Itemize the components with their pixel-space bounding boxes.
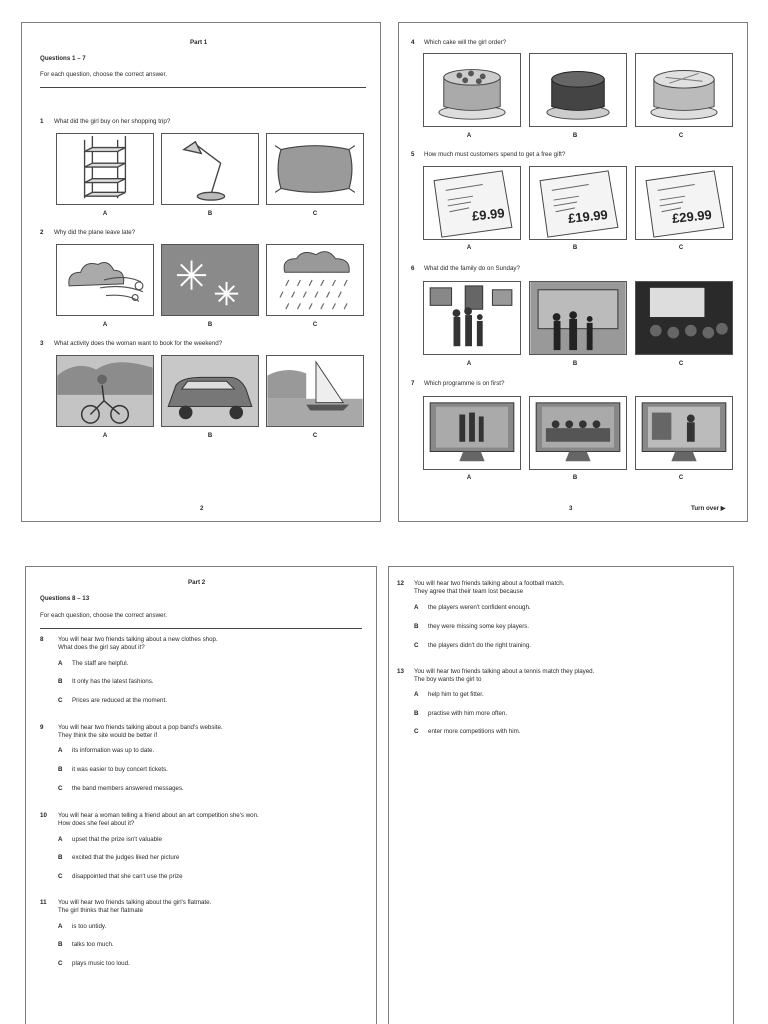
option-picture-rain[interactable]	[266, 244, 364, 316]
option-letter[interactable]: A	[58, 836, 63, 843]
option-picture-tv-a[interactable]	[423, 396, 521, 470]
option-picture-museum[interactable]	[529, 281, 627, 355]
option-text[interactable]: the band members answered messages.	[72, 785, 184, 792]
option-picture-sailing[interactable]	[266, 355, 364, 427]
option-text[interactable]: enter more competitions with him.	[428, 728, 521, 735]
questions-range: Questions 8 – 13	[40, 595, 90, 602]
option-label: C	[678, 133, 684, 139]
option-label: B	[572, 475, 578, 481]
option-picture-cake-b[interactable]	[529, 53, 627, 127]
question-number: 3	[40, 340, 44, 347]
option-picture-driving[interactable]	[161, 355, 259, 427]
option-text[interactable]: its information was up to date.	[72, 747, 155, 754]
option-label: B	[572, 245, 578, 251]
option-picture-cake-c[interactable]	[635, 53, 733, 127]
question-number: 1	[40, 118, 44, 125]
question-number: 2	[40, 229, 44, 236]
option-letter[interactable]: C	[414, 728, 419, 735]
question-number: 12	[397, 580, 404, 587]
exam-page-3	[398, 22, 748, 522]
cyclist-icon	[57, 356, 153, 426]
option-text[interactable]: Prices are reduced at the moment.	[72, 697, 167, 704]
option-text[interactable]: excited that the judges liked her picture	[72, 854, 180, 861]
option-letter[interactable]: C	[414, 642, 419, 649]
option-letter[interactable]: A	[58, 923, 63, 930]
option-label: B	[207, 322, 213, 328]
wind-cloud-icon	[57, 245, 153, 315]
cinema-icon	[636, 282, 732, 354]
television-icon	[636, 397, 732, 469]
part-heading: Part 2	[188, 579, 206, 586]
price-tag: £19.99	[567, 206, 609, 227]
receipt-icon	[424, 167, 520, 239]
option-letter[interactable]: C	[58, 960, 63, 967]
receipt-icon	[636, 167, 732, 239]
option-text[interactable]: they were missing some key players.	[428, 623, 530, 630]
option-text[interactable]: is too untidy.	[72, 923, 107, 930]
price-tag: £9.99	[471, 205, 506, 224]
option-label: A	[466, 245, 472, 251]
question-number: 7	[411, 380, 415, 387]
option-label: C	[678, 475, 684, 481]
option-label: A	[102, 211, 108, 217]
question-line: You will hear two friends talking about the girl's flatmate.	[58, 899, 212, 906]
art-gallery-icon	[424, 282, 520, 354]
questions-range: Questions 1 – 7	[40, 55, 86, 62]
cushion-icon	[267, 134, 363, 204]
exam-page-5	[388, 566, 734, 1024]
question-line: They think the site would be better if	[58, 732, 158, 739]
option-letter[interactable]: A	[414, 604, 419, 611]
price-tag: £29.99	[671, 206, 713, 227]
question-text: What did the family do on Sunday?	[424, 265, 520, 272]
option-letter[interactable]: B	[58, 941, 63, 948]
option-label: B	[572, 361, 578, 367]
question-line: You will hear two friends talking about a pop band's website.	[58, 724, 223, 731]
option-label: B	[207, 433, 213, 439]
question-number: 6	[411, 265, 415, 272]
question-line: The girl thinks that her flatmate	[58, 907, 143, 914]
snowflake-icon	[162, 245, 258, 315]
option-text[interactable]: practise with him more often.	[428, 710, 508, 717]
television-icon	[424, 397, 520, 469]
option-text[interactable]: the players didn't do the right training.	[428, 642, 531, 649]
fruit-cake-icon	[636, 54, 732, 126]
option-picture-cake-a[interactable]	[423, 53, 521, 127]
part-heading: Part 1	[190, 39, 208, 46]
option-label: A	[466, 133, 472, 139]
question-line: How does she feel about it?	[58, 820, 135, 827]
option-text[interactable]: upset that the prize isn't valuable	[72, 836, 162, 843]
question-number: 5	[411, 151, 415, 158]
question-line: What does the girl say about it?	[58, 644, 145, 651]
option-letter[interactable]: A	[58, 660, 63, 667]
instruction: For each question, choose the correct answer.	[40, 71, 167, 78]
option-picture-receipt-c[interactable]	[635, 166, 733, 240]
question-line: You will hear a woman telling a friend about an art competition she's won.	[58, 812, 259, 819]
option-letter[interactable]: B	[58, 678, 63, 685]
option-label: C	[312, 322, 318, 328]
option-letter[interactable]: B	[414, 623, 419, 630]
question-text: What did the girl buy on her shopping trip?	[54, 118, 171, 125]
question-number: 13	[397, 668, 404, 675]
shelf-icon	[57, 134, 153, 204]
question-text: How much must customers spend to get a free gift?	[424, 151, 566, 158]
question-text: Which programme is on first?	[424, 380, 505, 387]
option-label: C	[312, 433, 318, 439]
option-letter[interactable]: C	[58, 873, 63, 880]
sailboat-icon	[267, 356, 363, 426]
question-text: Which cake will the girl order?	[424, 39, 507, 46]
desk-lamp-icon	[162, 134, 258, 204]
option-picture-receipt-b[interactable]	[529, 166, 627, 240]
question-number: 10	[40, 812, 47, 819]
cake-icon	[424, 54, 520, 126]
question-number: 11	[40, 899, 47, 906]
option-picture-cushion[interactable]	[266, 133, 364, 205]
option-picture-cycling[interactable]	[56, 355, 154, 427]
question-line: The boy wants the girl to	[414, 676, 482, 683]
option-letter[interactable]: A	[414, 691, 419, 698]
option-text[interactable]: The staff are helpful.	[72, 660, 129, 667]
option-picture-snow[interactable]	[161, 244, 259, 316]
option-text[interactable]: help him to get fitter.	[428, 691, 484, 698]
option-letter[interactable]: B	[414, 710, 419, 717]
question-text: What activity does the woman want to book for the weekend?	[54, 340, 223, 347]
option-label: B	[572, 133, 578, 139]
question-number: 9	[40, 724, 44, 731]
option-picture-wind[interactable]	[56, 244, 154, 316]
question-line: You will hear two friends talking about a football match.	[414, 580, 565, 587]
option-text[interactable]: plays music too loud.	[72, 960, 130, 967]
car-icon	[162, 356, 258, 426]
exam-page-2	[21, 22, 381, 522]
option-label: A	[102, 433, 108, 439]
option-label: C	[678, 245, 684, 251]
option-picture-tv-b[interactable]	[529, 396, 627, 470]
rain-cloud-icon	[267, 245, 363, 315]
option-letter[interactable]: A	[58, 747, 63, 754]
option-label: A	[466, 361, 472, 367]
instruction: For each question, choose the correct answer.	[40, 612, 167, 619]
television-icon	[530, 397, 626, 469]
exam-page-4	[25, 566, 377, 1024]
option-letter[interactable]: B	[58, 854, 63, 861]
option-label: A	[102, 322, 108, 328]
question-line: They agree that their team lost because	[414, 588, 524, 595]
page-number: 2	[200, 505, 204, 512]
option-picture-tv-c[interactable]	[635, 396, 733, 470]
option-picture-gallery[interactable]	[423, 281, 521, 355]
option-text[interactable]: It only has the latest fashions.	[72, 678, 154, 685]
question-text: Why did the plane leave late?	[54, 229, 136, 236]
option-picture-lamp[interactable]	[161, 133, 259, 205]
option-text[interactable]: talks too much.	[72, 941, 114, 948]
option-label: C	[678, 361, 684, 367]
page-number: 3	[569, 505, 573, 512]
turn-over-label: Turn over ▶	[691, 505, 726, 512]
receipt-icon	[530, 167, 626, 239]
option-letter[interactable]: B	[58, 766, 63, 773]
option-picture-shelf[interactable]	[56, 133, 154, 205]
question-line: You will hear two friends talking about a new clothes shop.	[58, 636, 218, 643]
divider	[40, 628, 362, 629]
question-line: You will hear two friends talking about a tennis match they played.	[414, 668, 595, 675]
option-text[interactable]: the players weren't confident enough.	[428, 604, 531, 611]
aquarium-icon	[530, 282, 626, 354]
option-label: C	[312, 211, 318, 217]
option-label: A	[466, 475, 472, 481]
option-picture-cinema[interactable]	[635, 281, 733, 355]
chocolate-cake-icon	[530, 54, 626, 126]
question-number: 4	[411, 39, 415, 46]
option-letter[interactable]: C	[58, 697, 63, 704]
option-text[interactable]: disappointed that she can't use the prize	[72, 873, 183, 880]
question-number: 8	[40, 636, 44, 643]
option-label: B	[207, 211, 213, 217]
option-picture-receipt-a[interactable]	[423, 166, 521, 240]
option-letter[interactable]: C	[58, 785, 63, 792]
option-text[interactable]: it was easier to buy concert tickets.	[72, 766, 168, 773]
divider	[40, 87, 366, 88]
